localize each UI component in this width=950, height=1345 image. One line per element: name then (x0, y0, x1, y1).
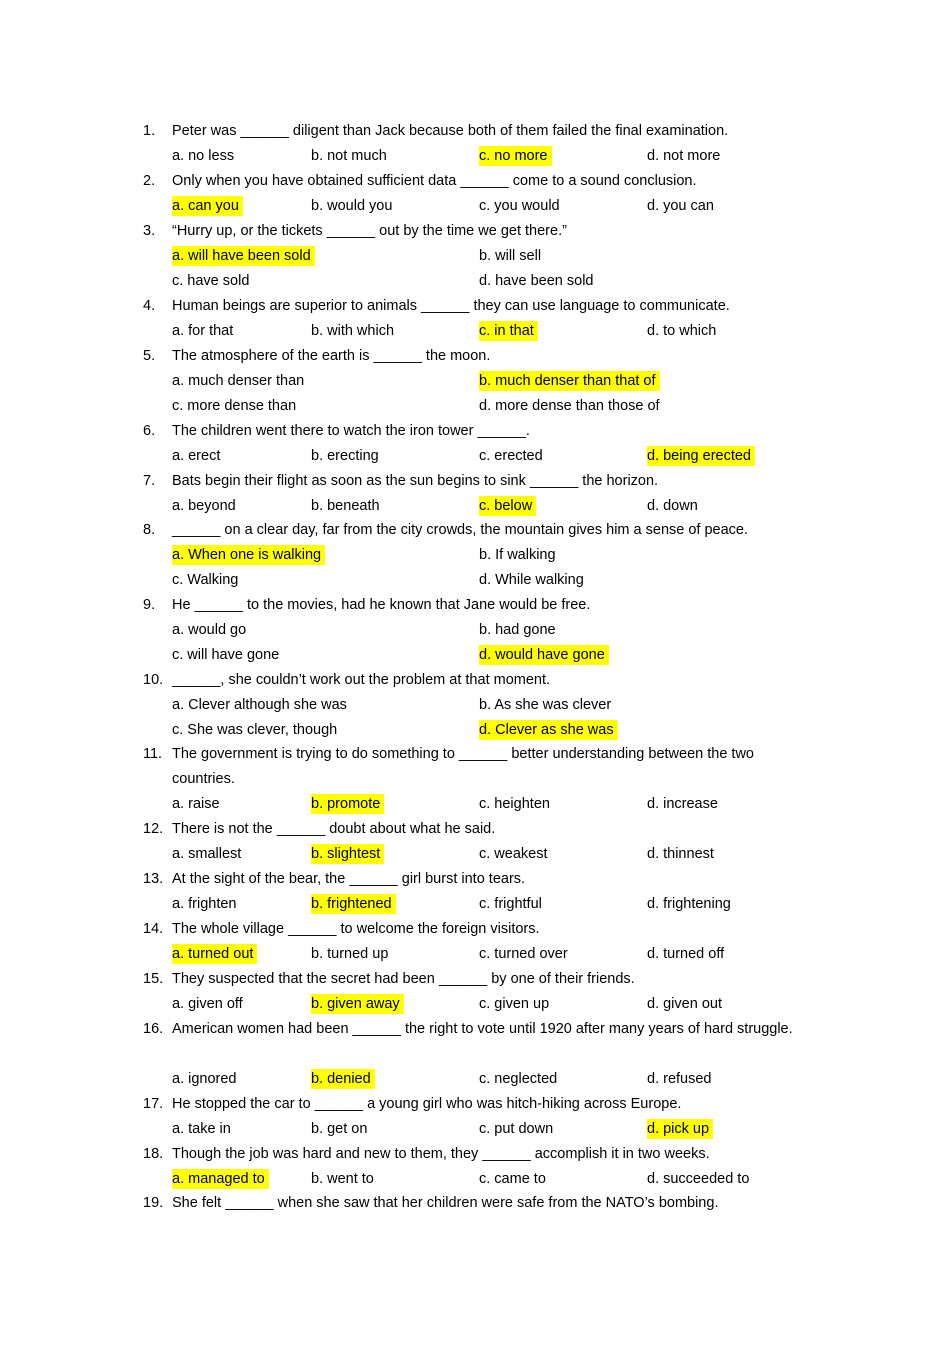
answer-highlight: b. slightest (311, 844, 384, 864)
question-1 (143, 119, 806, 169)
question-text: They suspected that the secret had been ______ by one of their friends. (172, 971, 635, 987)
option-text: c. you would (479, 197, 560, 214)
question-10 (143, 668, 806, 742)
answer-highlight: b. promote (311, 794, 384, 814)
question-stem (143, 867, 806, 892)
option-c (479, 194, 560, 219)
option-text: a. ignored (172, 1070, 237, 1087)
options-row (143, 394, 806, 419)
option-text: c. She was clever, though (172, 721, 338, 738)
option-d (647, 992, 722, 1017)
option-b (311, 494, 380, 519)
question-text: Only when you have obtained sufficient data ______ come to a sound conclusion. (172, 173, 697, 189)
answer-highlight: a. turned out (172, 944, 257, 964)
question-number: 7. (143, 473, 156, 489)
question-18 (143, 1142, 806, 1192)
option-text: a. frighten (172, 895, 237, 912)
options-row (143, 1167, 806, 1192)
options-row (143, 144, 806, 169)
question-number: 4. (143, 298, 156, 314)
option-b (311, 194, 392, 219)
options-row (143, 194, 806, 219)
option-b (479, 618, 556, 643)
option-text: a. take in (172, 1120, 231, 1137)
option-a (172, 369, 304, 394)
option-text: c. put down (479, 1120, 554, 1137)
option-text: d. frightening (647, 895, 731, 912)
options-row (143, 643, 806, 668)
options-row (143, 494, 806, 519)
option-text: b. As she was clever (479, 696, 612, 713)
answer-highlight: c. no more (479, 146, 552, 166)
option-text: d. While walking (479, 571, 584, 588)
option-c (479, 992, 549, 1017)
question-text: The atmosphere of the earth is ______ the moon. (172, 348, 491, 364)
question-text: Though the job was hard and new to them, they ______ accomplish it in two weeks. (172, 1146, 710, 1162)
answer-highlight: a. When one is walking (172, 545, 325, 565)
question-stem (143, 294, 806, 319)
question-3 (143, 219, 806, 293)
question-number: 14. (143, 921, 164, 937)
question-7 (143, 469, 806, 519)
options-row (143, 319, 806, 344)
option-text: a. for that (172, 322, 234, 339)
options-row (143, 244, 806, 269)
question-text: Peter was ______ diligent than Jack because both of them failed the final examination. (172, 123, 729, 139)
option-text: d. increase (647, 795, 718, 812)
option-text: b. not much (311, 147, 387, 164)
options-row (143, 618, 806, 643)
option-d (647, 942, 724, 967)
answer-highlight: b. given away (311, 994, 404, 1014)
option-d (479, 269, 593, 294)
option-a (172, 693, 347, 718)
option-a (172, 144, 234, 169)
question-stem (143, 742, 806, 792)
option-d (479, 568, 584, 593)
question-stem (143, 419, 806, 444)
option-text: d. turned off (647, 945, 725, 962)
option-text: b. with which (311, 322, 395, 339)
option-text: d. refused (647, 1070, 712, 1087)
options-row (143, 1067, 806, 1092)
question-stem (143, 917, 806, 942)
question-text: There is not the ______ doubt about what he said. (172, 821, 496, 837)
option-text: b. went to (311, 1170, 374, 1187)
question-number: 16. (143, 1021, 164, 1037)
option-d (647, 319, 716, 344)
option-c (479, 494, 536, 519)
option-d (647, 1067, 712, 1092)
option-text: c. came to (479, 1170, 546, 1187)
option-a (172, 842, 241, 867)
option-d (647, 144, 720, 169)
option-a (172, 1117, 231, 1142)
question-stem (143, 169, 806, 194)
question-12 (143, 817, 806, 867)
option-c (479, 1117, 553, 1142)
options-row (143, 942, 806, 967)
options-row (143, 892, 806, 917)
question-number: 9. (143, 597, 156, 613)
option-text: c. heighten (479, 795, 550, 812)
answer-highlight: c. below (479, 496, 536, 516)
answer-highlight: c. in that (479, 321, 538, 341)
answer-highlight: b. frightened (311, 894, 396, 914)
question-text: The government is trying to do something to ______ better understanding between the two countries. (172, 746, 754, 787)
option-b (311, 319, 394, 344)
options-row (143, 1117, 806, 1142)
question-11 (143, 742, 806, 816)
option-b (311, 1167, 374, 1192)
option-text: c. will have gone (172, 646, 280, 663)
question-5 (143, 344, 806, 418)
options-row (143, 369, 806, 394)
question-text: ______, she couldn’t work out the problem at that moment. (172, 672, 551, 688)
option-b (311, 792, 384, 817)
option-text: b. will sell (479, 247, 542, 264)
question-stem (143, 219, 806, 244)
answer-highlight: a. can you (172, 196, 243, 216)
question-stem (143, 1017, 806, 1067)
option-b (311, 1067, 375, 1092)
answer-highlight: d. would have gone (479, 645, 609, 665)
option-c (172, 568, 238, 593)
option-d (479, 394, 660, 419)
option-d (647, 1167, 749, 1192)
option-a (172, 543, 325, 568)
question-16 (143, 1017, 806, 1091)
option-text: b. If walking (479, 546, 556, 563)
option-a (172, 244, 315, 269)
option-text: c. erected (479, 447, 543, 464)
question-text: American women had been ______ the right to vote until 1920 after many years of hard struggle. (172, 1021, 793, 1037)
question-number: 18. (143, 1146, 164, 1162)
option-b (479, 543, 556, 568)
option-a (172, 792, 220, 817)
question-number: 8. (143, 522, 156, 538)
option-c (479, 1167, 546, 1192)
option-b (479, 244, 541, 269)
option-text: d. more dense than those of (479, 397, 660, 414)
option-text: d. have been sold (479, 272, 594, 289)
option-c (479, 1067, 557, 1092)
question-number: 11. (143, 746, 163, 762)
question-6 (143, 419, 806, 469)
option-a (172, 319, 233, 344)
option-text: c. turned over (479, 945, 568, 962)
question-text: Human beings are superior to animals ______ they can use language to communicate. (172, 298, 730, 314)
options-row (143, 444, 806, 469)
question-number: 3. (143, 223, 156, 239)
option-a (172, 992, 243, 1017)
options-row (143, 992, 806, 1017)
option-b (311, 1117, 367, 1142)
option-a (172, 892, 237, 917)
question-number: 12. (143, 821, 164, 837)
option-text: c. have sold (172, 272, 250, 289)
option-text: a. raise (172, 795, 220, 812)
option-a (172, 444, 220, 469)
question-text: Bats begin their flight as soon as the sun begins to sink ______ the horizon. (172, 473, 659, 489)
option-text: a. smallest (172, 845, 242, 862)
option-text: d. thinnest (647, 845, 714, 862)
question-15 (143, 967, 806, 1017)
option-text: c. more dense than (172, 397, 297, 414)
option-text: d. not more (647, 147, 721, 164)
option-text: a. much denser than (172, 372, 305, 389)
question-19 (143, 1191, 806, 1216)
option-text: d. down (647, 497, 698, 514)
question-text: The whole village ______ to welcome the foreign visitors. (172, 921, 540, 937)
question-text: ______ on a clear day, far from the city crowds, the mountain gives him a sense of peace. (172, 522, 749, 538)
option-text: a. erect (172, 447, 221, 464)
question-text: The children went there to watch the iron tower ______. (172, 423, 530, 439)
question-stem (143, 967, 806, 992)
option-text: c. frightful (479, 895, 542, 912)
option-d (479, 718, 618, 743)
option-text: c. given up (479, 995, 550, 1012)
question-stem (143, 344, 806, 369)
option-d (647, 1117, 713, 1142)
question-number: 15. (143, 971, 164, 987)
option-text: b. erecting (311, 447, 379, 464)
option-text: a. beyond (172, 497, 236, 514)
option-a (172, 1167, 269, 1192)
option-a (172, 194, 243, 219)
option-c (479, 792, 550, 817)
option-text: c. neglected (479, 1070, 558, 1087)
option-b (311, 144, 387, 169)
options-row (143, 842, 806, 867)
question-9 (143, 593, 806, 667)
question-number: 5. (143, 348, 156, 364)
option-text: a. would go (172, 621, 247, 638)
option-d (647, 494, 698, 519)
question-number: 6. (143, 423, 156, 439)
question-number: 10. (143, 672, 164, 688)
option-c (479, 144, 552, 169)
option-b (479, 693, 611, 718)
option-text: b. had gone (479, 621, 556, 638)
question-8 (143, 518, 806, 592)
options-row (143, 543, 806, 568)
option-text: d. succeeded to (647, 1170, 750, 1187)
option-c (172, 718, 337, 743)
option-b (479, 369, 660, 394)
option-text: c. Walking (172, 571, 239, 588)
question-number: 2. (143, 173, 156, 189)
option-d (647, 444, 755, 469)
option-a (172, 942, 257, 967)
option-d (479, 643, 609, 668)
question-stem (143, 668, 806, 693)
options-row (143, 269, 806, 294)
option-c (172, 269, 249, 294)
option-c (479, 444, 543, 469)
question-stem (143, 1092, 806, 1117)
option-d (647, 194, 714, 219)
option-c (479, 842, 548, 867)
options-row (143, 693, 806, 718)
option-text: b. beneath (311, 497, 380, 514)
option-b (311, 842, 384, 867)
options-row (143, 792, 806, 817)
option-text: a. given off (172, 995, 243, 1012)
question-14 (143, 917, 806, 967)
answer-highlight: b. much denser than that of (479, 371, 660, 391)
question-text: “Hurry up, or the tickets ______ out by the time we get there.” (172, 223, 567, 239)
option-b (311, 892, 396, 917)
question-text: She felt ______ when she saw that her children were safe from the NATO’s bombing. (172, 1195, 719, 1211)
option-d (647, 892, 731, 917)
option-text: a. no less (172, 147, 235, 164)
question-2 (143, 169, 806, 219)
option-text: a. Clever although she was (172, 696, 347, 713)
question-4 (143, 294, 806, 344)
option-text: b. would you (311, 197, 393, 214)
answer-highlight: d. Clever as she was (479, 720, 618, 740)
option-text: c. weakest (479, 845, 548, 862)
option-c (172, 394, 296, 419)
answer-highlight: a. will have been sold (172, 246, 315, 266)
option-text: b. get on (311, 1120, 368, 1137)
answer-highlight: d. being erected (647, 446, 755, 466)
question-13 (143, 867, 806, 917)
answer-highlight: a. managed to (172, 1169, 269, 1189)
question-stem (143, 817, 806, 842)
options-row (143, 568, 806, 593)
question-text: At the sight of the bear, the ______ girl burst into tears. (172, 871, 526, 887)
option-text: b. turned up (311, 945, 389, 962)
question-text: He stopped the car to ______ a young girl who was hitch-hiking across Europe. (172, 1096, 682, 1112)
option-d (647, 792, 718, 817)
option-b (311, 444, 379, 469)
option-text: d. to which (647, 322, 717, 339)
question-17 (143, 1092, 806, 1142)
question-number: 17. (143, 1096, 164, 1112)
question-stem (143, 518, 806, 543)
question-number: 19. (143, 1195, 164, 1211)
options-row (143, 718, 806, 743)
question-text: He ______ to the movies, had he known that Jane would be free. (172, 597, 591, 613)
question-number: 13. (143, 871, 164, 887)
option-c (479, 319, 538, 344)
option-d (647, 842, 714, 867)
question-number: 1. (143, 123, 156, 139)
question-stem (143, 593, 806, 618)
option-c (172, 643, 279, 668)
option-a (172, 618, 246, 643)
answer-highlight: d. pick up (647, 1119, 713, 1139)
question-stem (143, 119, 806, 144)
question-stem (143, 1191, 806, 1216)
option-text: d. you can (647, 197, 714, 214)
question-stem (143, 1142, 806, 1167)
option-b (311, 942, 388, 967)
option-b (311, 992, 404, 1017)
question-stem (143, 469, 806, 494)
option-a (172, 1067, 237, 1092)
answer-highlight: b. denied (311, 1069, 375, 1089)
option-a (172, 494, 236, 519)
option-c (479, 942, 568, 967)
option-c (479, 892, 542, 917)
option-text: d. given out (647, 995, 722, 1012)
